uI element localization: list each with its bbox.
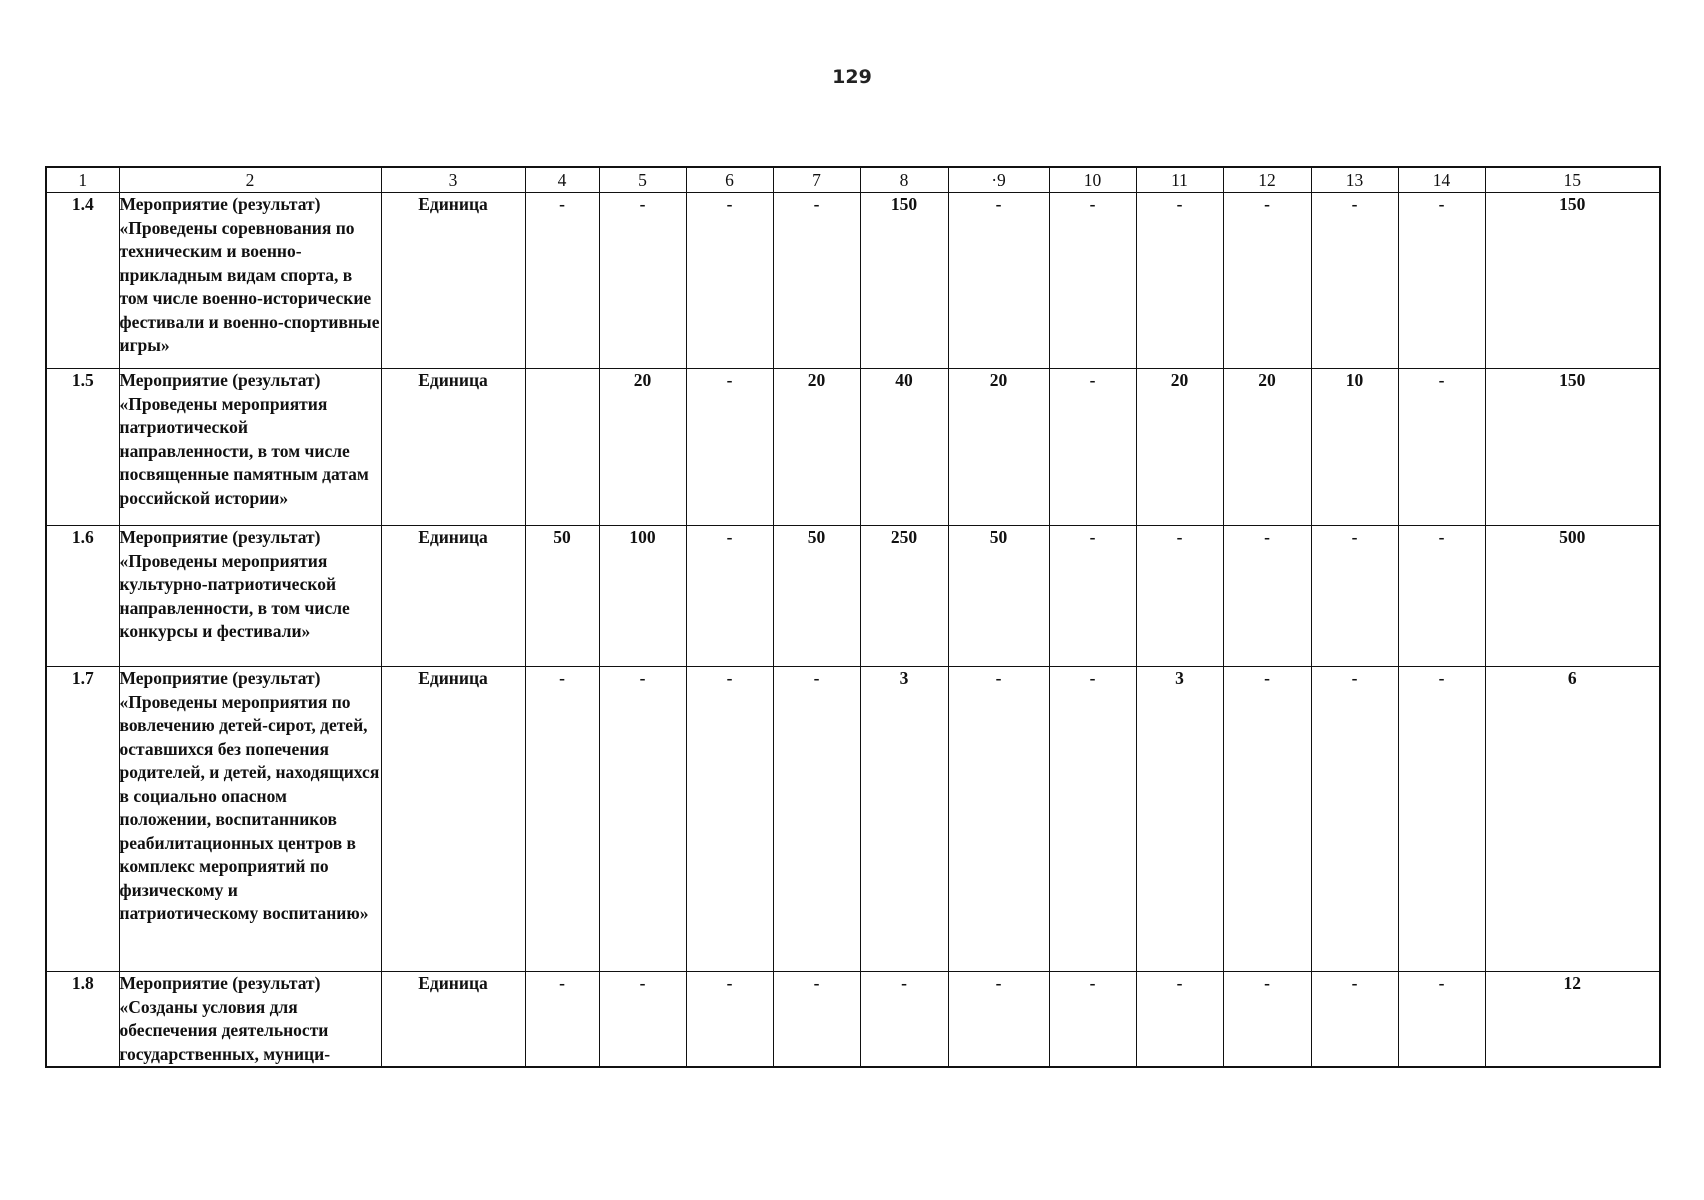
value-cell: 250 xyxy=(860,526,948,667)
activity-name: Мероприятие (результат) «Созданы условия для обеспечения деятельности государственных, муници- xyxy=(119,972,381,1068)
column-number: 10 xyxy=(1049,167,1136,193)
unit-of-measure: Единица xyxy=(381,526,525,667)
value-cell: - xyxy=(1223,526,1311,667)
column-number: 6 xyxy=(686,167,773,193)
column-number: 15 xyxy=(1485,167,1660,193)
unit-of-measure: Единица xyxy=(381,972,525,1068)
value-cell: - xyxy=(599,972,686,1068)
value-cell: - xyxy=(773,972,860,1068)
value-cell: - xyxy=(948,667,1049,972)
value-cell: - xyxy=(1136,526,1223,667)
value-cell: 100 xyxy=(599,526,686,667)
value-cell: - xyxy=(1223,667,1311,972)
value-cell: - xyxy=(1049,526,1136,667)
table-row xyxy=(46,526,1660,667)
value-cell: - xyxy=(948,972,1049,1068)
value-cell: - xyxy=(948,193,1049,369)
table-body xyxy=(46,193,1660,1068)
table-row xyxy=(46,193,1660,369)
value-cell: - xyxy=(1311,193,1398,369)
value-cell: - xyxy=(1049,369,1136,526)
value-cell: - xyxy=(1223,193,1311,369)
value-cell: - xyxy=(686,369,773,526)
column-number: 4 xyxy=(525,167,599,193)
activity-name: Мероприятие (результат) «Проведены мероприятия по вовлечению детей-сирот, детей, оставшихся без попечения родителей, и детей, находящихся в социально опасном положении, воспитанников реабилитационных центров в комплекс мероприятий по физическому и патриотическому воспитанию» xyxy=(119,667,381,972)
value-cell: - xyxy=(1398,667,1485,972)
value-cell: - xyxy=(1311,667,1398,972)
value-cell: - xyxy=(1223,972,1311,1068)
value-cell: - xyxy=(1136,972,1223,1068)
value-cell: - xyxy=(773,667,860,972)
value-cell: - xyxy=(860,972,948,1068)
column-number: ·9 xyxy=(948,167,1049,193)
value-cell: - xyxy=(1311,972,1398,1068)
row-number: 1.4 xyxy=(46,193,119,369)
value-cell: 50 xyxy=(948,526,1049,667)
value-cell: - xyxy=(1136,193,1223,369)
row-number: 1.8 xyxy=(46,972,119,1068)
column-number: 11 xyxy=(1136,167,1223,193)
table-row xyxy=(46,667,1660,972)
column-number: 8 xyxy=(860,167,948,193)
value-cell: 3 xyxy=(1136,667,1223,972)
column-number: 2 xyxy=(119,167,381,193)
value-cell: 20 xyxy=(1223,369,1311,526)
value-cell: 10 xyxy=(1311,369,1398,526)
unit-of-measure: Единица xyxy=(381,369,525,526)
column-number: 1 xyxy=(46,167,119,193)
column-number: 12 xyxy=(1223,167,1311,193)
value-cell: - xyxy=(1049,667,1136,972)
value-cell: - xyxy=(1398,526,1485,667)
value-cell: - xyxy=(525,193,599,369)
table-header xyxy=(46,167,1660,193)
total-cell: 6 xyxy=(1485,667,1660,972)
total-cell: 150 xyxy=(1485,369,1660,526)
indicators-table xyxy=(45,166,1661,1068)
value-cell: - xyxy=(1398,369,1485,526)
value-cell: 150 xyxy=(860,193,948,369)
value-cell xyxy=(525,369,599,526)
total-cell: 12 xyxy=(1485,972,1660,1068)
value-cell: - xyxy=(599,193,686,369)
value-cell: 20 xyxy=(599,369,686,526)
value-cell: 40 xyxy=(860,369,948,526)
value-cell: 50 xyxy=(773,526,860,667)
column-number: 5 xyxy=(599,167,686,193)
value-cell: 20 xyxy=(948,369,1049,526)
activity-name: Мероприятие (результат) «Проведены мероприятия культурно-патриотической направленности, в том числе конкурсы и фестивали» xyxy=(119,526,381,667)
value-cell: - xyxy=(686,972,773,1068)
table-row xyxy=(46,972,1660,1068)
value-cell: - xyxy=(686,667,773,972)
value-cell: - xyxy=(1049,193,1136,369)
value-cell: - xyxy=(525,972,599,1068)
activity-name: Мероприятие (результат) «Проведены соревнования по техническим и военно-прикладным видам спорта, в том числе военно-исторические фестивали и военно-спортивные игры» xyxy=(119,193,381,369)
column-number: 13 xyxy=(1311,167,1398,193)
total-cell: 500 xyxy=(1485,526,1660,667)
value-cell: 50 xyxy=(525,526,599,667)
value-cell: - xyxy=(686,526,773,667)
activity-name: Мероприятие (результат) «Проведены мероприятия патриотической направленности, в том числе посвященные памятным датам российской истории» xyxy=(119,369,381,526)
value-cell: - xyxy=(599,667,686,972)
row-number: 1.5 xyxy=(46,369,119,526)
value-cell: 20 xyxy=(773,369,860,526)
column-number-row xyxy=(46,167,1660,193)
row-number: 1.7 xyxy=(46,667,119,972)
value-cell: 20 xyxy=(1136,369,1223,526)
value-cell: - xyxy=(1311,526,1398,667)
value-cell: - xyxy=(1049,972,1136,1068)
unit-of-measure: Единица xyxy=(381,193,525,369)
value-cell: - xyxy=(773,193,860,369)
value-cell: 3 xyxy=(860,667,948,972)
column-number: 3 xyxy=(381,167,525,193)
unit-of-measure: Единица xyxy=(381,667,525,972)
column-number: 14 xyxy=(1398,167,1485,193)
page-number: 129 xyxy=(832,66,872,88)
total-cell: 150 xyxy=(1485,193,1660,369)
value-cell: - xyxy=(1398,972,1485,1068)
row-number: 1.6 xyxy=(46,526,119,667)
table-row xyxy=(46,369,1660,526)
column-number: 7 xyxy=(773,167,860,193)
value-cell: - xyxy=(1398,193,1485,369)
value-cell: - xyxy=(686,193,773,369)
value-cell: - xyxy=(525,667,599,972)
